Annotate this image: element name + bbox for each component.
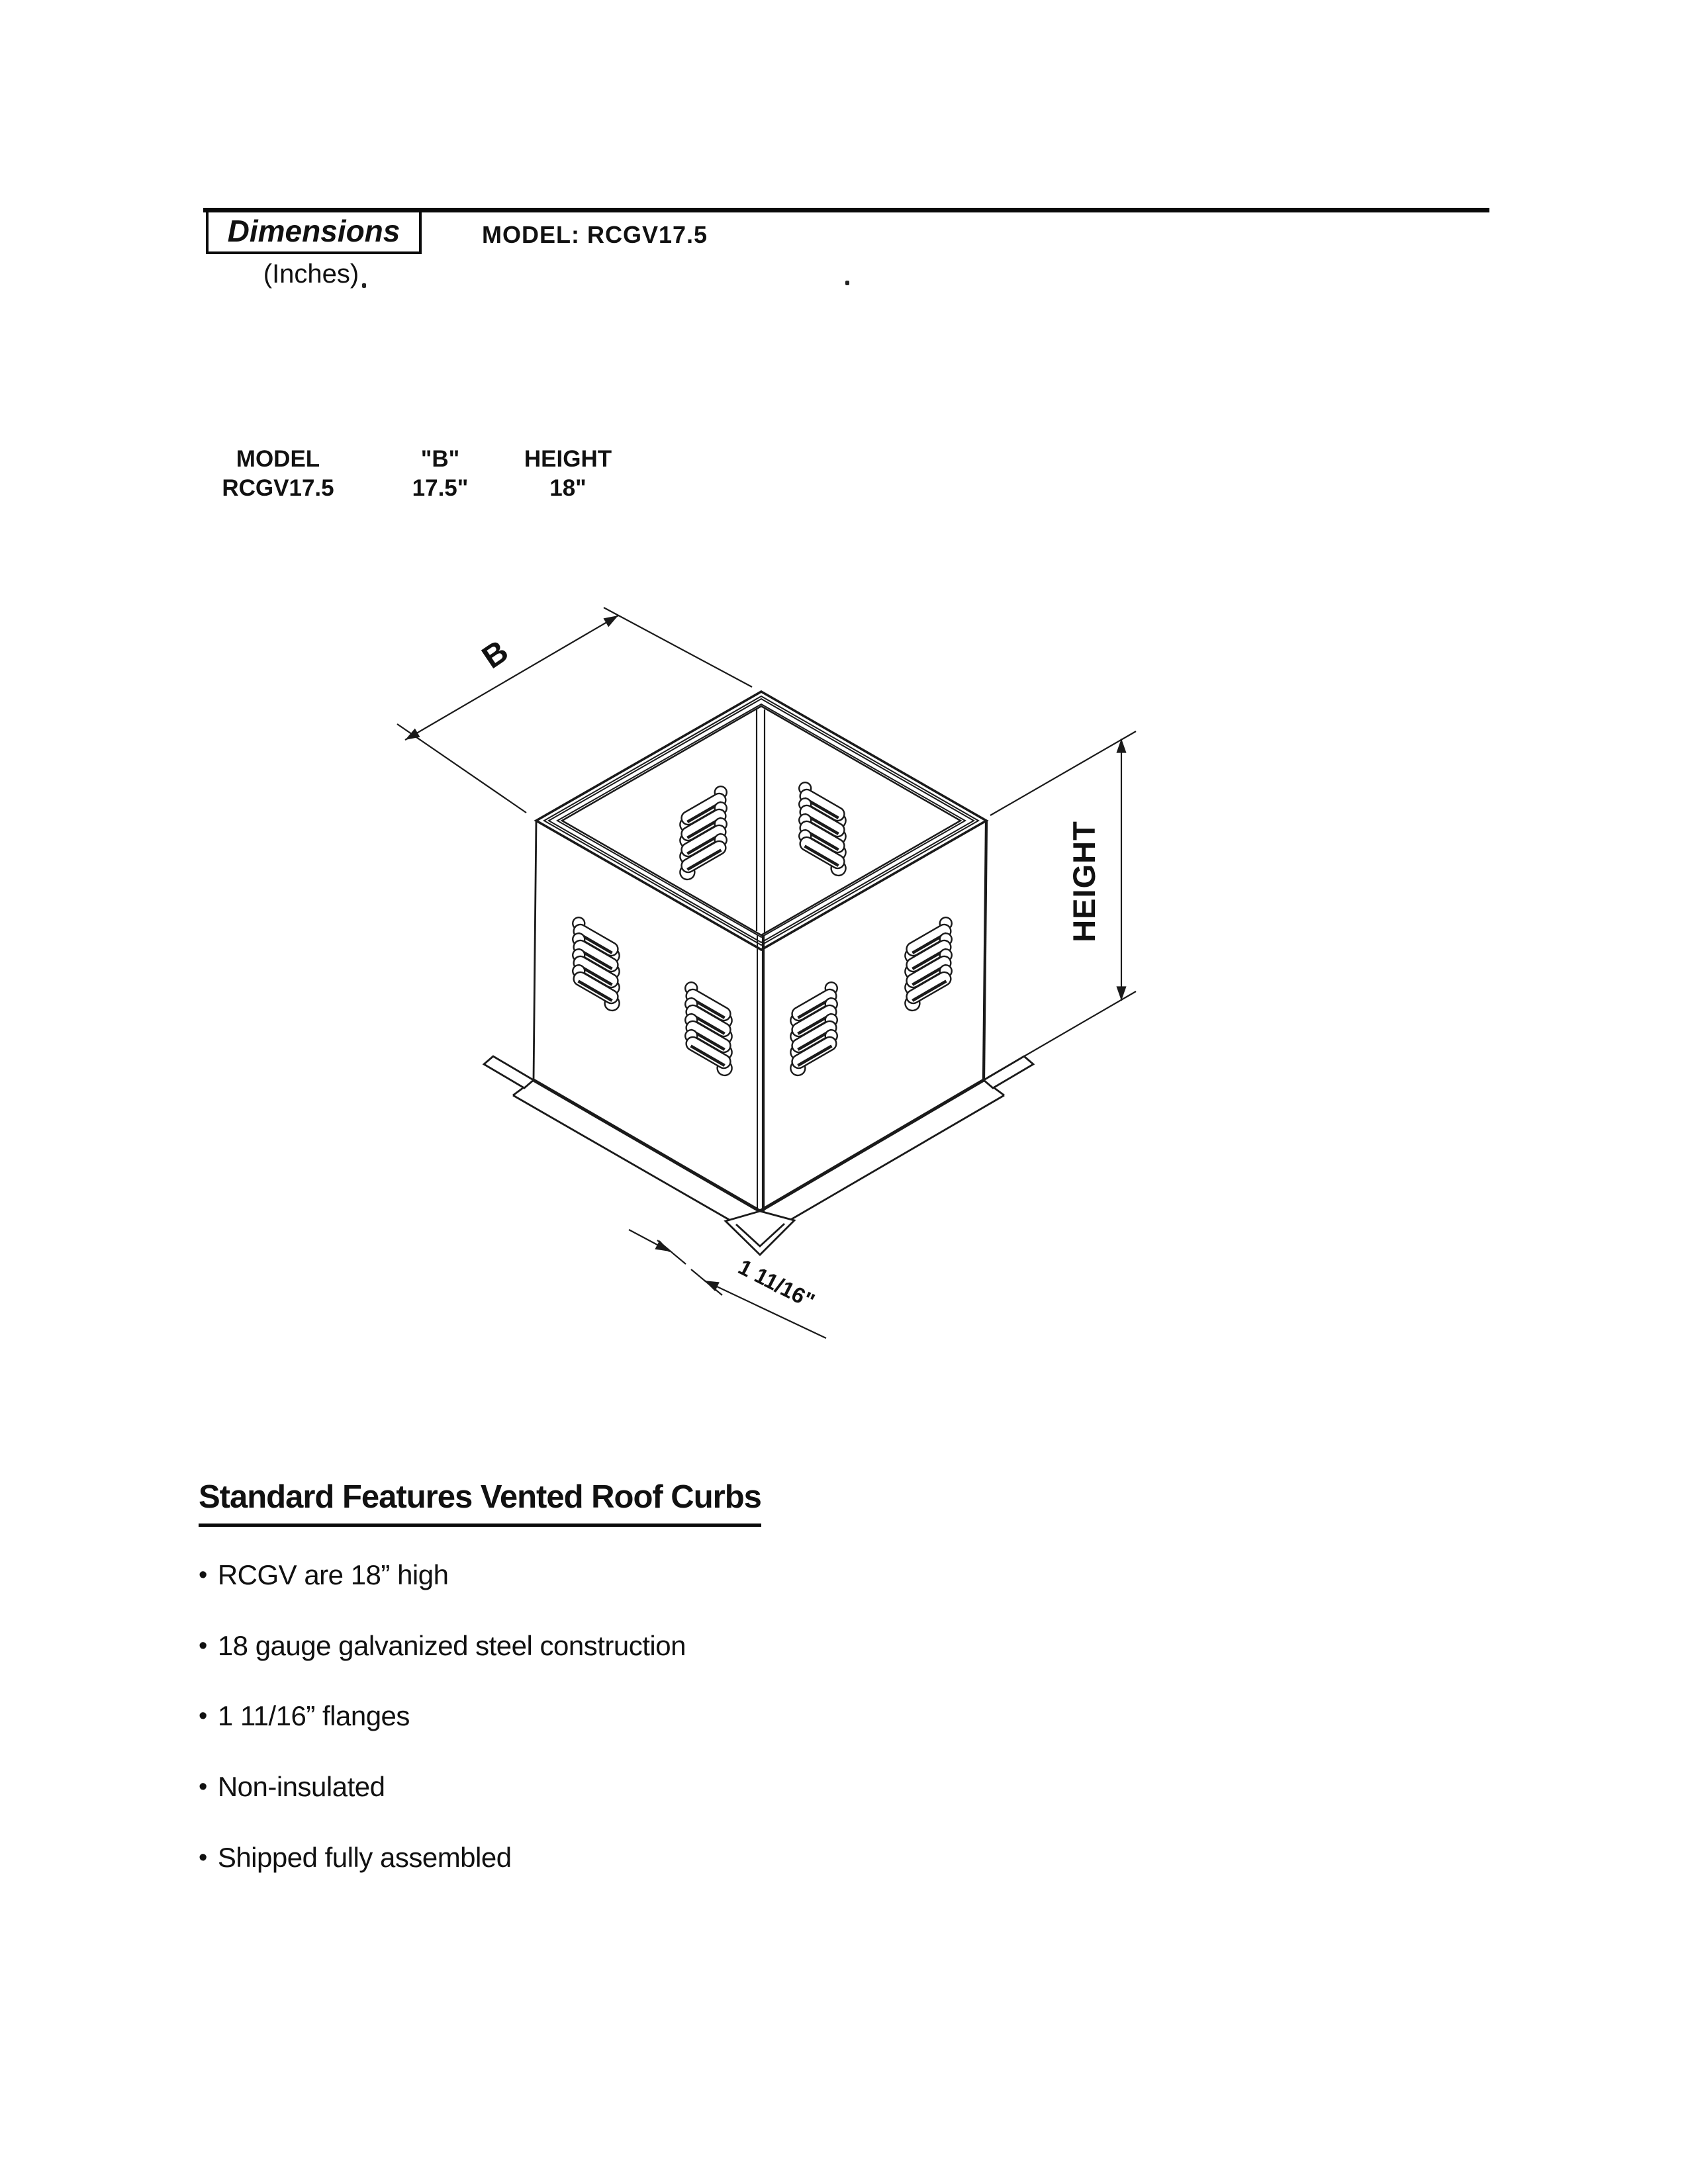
top-rim-band bbox=[536, 692, 986, 950]
spec-table-value: 17.5" bbox=[412, 475, 469, 501]
bullet-icon: • bbox=[199, 1561, 207, 1589]
spec-table-value: 18" bbox=[549, 475, 586, 501]
bullet-icon: • bbox=[199, 1844, 207, 1872]
feature-item bbox=[199, 1630, 686, 1662]
spec-table-column-b bbox=[367, 445, 513, 503]
feature-item bbox=[199, 1771, 385, 1803]
dimension-flange-label: 1 11/16" bbox=[734, 1254, 819, 1314]
louver-group-inner-left bbox=[673, 784, 735, 882]
model-title: MODEL: RCGV17.5 bbox=[482, 221, 708, 248]
dimension-height-label: HEIGHT bbox=[1066, 821, 1102, 942]
stray-mark bbox=[362, 283, 366, 288]
spec-table-header: HEIGHT bbox=[524, 446, 612, 472]
feature-item bbox=[199, 1559, 448, 1591]
base-flange bbox=[484, 1056, 1033, 1255]
louver-group-inner-right bbox=[790, 780, 853, 878]
feature-text: RCGV are 18” high bbox=[217, 1559, 449, 1590]
spec-table-value: RCGV17.5 bbox=[222, 475, 334, 501]
louver-group-right-upper bbox=[898, 915, 961, 1013]
louver-group-right-lower bbox=[783, 980, 846, 1078]
bullet-icon: • bbox=[199, 1632, 207, 1660]
back-corner-seam bbox=[757, 709, 765, 933]
feature-item bbox=[199, 1842, 512, 1874]
dimension-b bbox=[397, 608, 752, 813]
feature-text: Non-insulated bbox=[217, 1771, 385, 1802]
stray-mark bbox=[845, 281, 849, 285]
roof-curb-isometric-drawing bbox=[367, 566, 1208, 1393]
spec-table-header: "B" bbox=[420, 446, 460, 472]
top-rim-lines bbox=[536, 692, 986, 950]
bullet-icon: • bbox=[199, 1773, 207, 1801]
units-label: (Inches) bbox=[263, 259, 359, 289]
features-heading: Standard Features Vented Roof Curbs bbox=[199, 1479, 761, 1527]
dimension-flange bbox=[629, 1230, 826, 1338]
louver-group-left-lower bbox=[677, 980, 739, 1078]
spec-table-column-model bbox=[205, 445, 351, 503]
dimension-height bbox=[988, 731, 1136, 1077]
feature-text: 18 gauge galvanized steel construction bbox=[217, 1630, 686, 1661]
feature-text: Shipped fully assembled bbox=[217, 1842, 512, 1873]
louver-group-left-upper bbox=[564, 915, 627, 1013]
spec-table-column-height bbox=[495, 445, 641, 503]
bullet-icon: • bbox=[199, 1702, 207, 1730]
spec-table-header: MODEL bbox=[236, 446, 320, 472]
curb-body-edges bbox=[534, 821, 986, 1212]
dimension-b-label: B bbox=[476, 633, 515, 676]
dimensions-title-box bbox=[206, 210, 422, 254]
feature-item bbox=[199, 1700, 410, 1732]
dimensions-title: Dimensions bbox=[227, 214, 400, 248]
feature-text: 1 11/16” flanges bbox=[217, 1700, 410, 1731]
